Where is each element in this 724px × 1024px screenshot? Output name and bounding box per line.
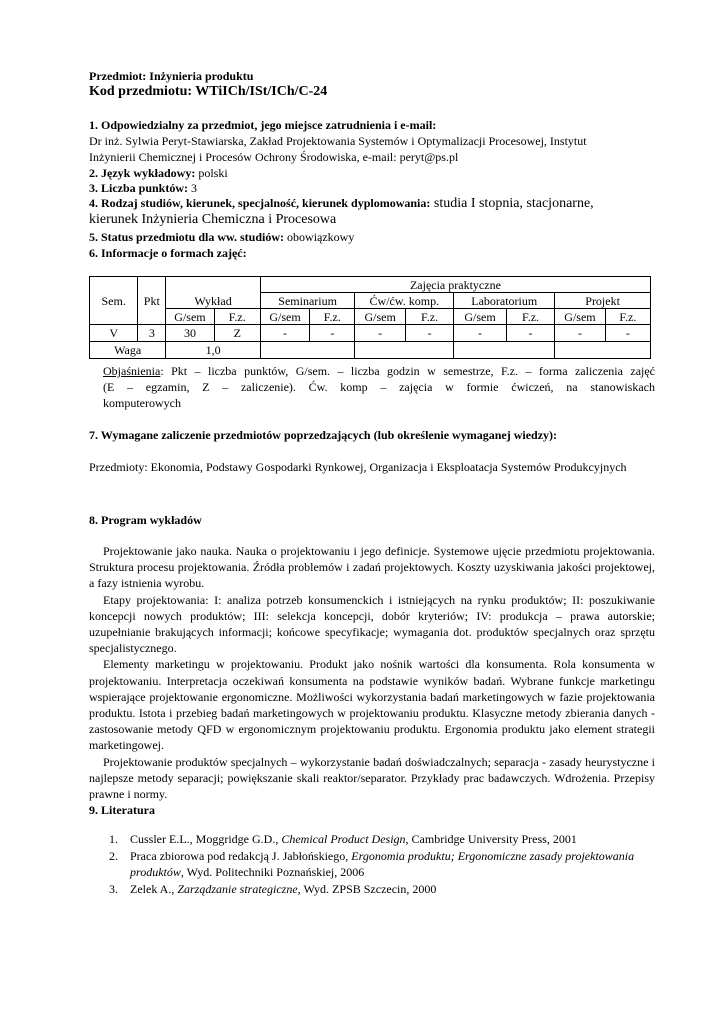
fz-header: F.z. bbox=[405, 309, 453, 325]
list-item bbox=[89, 881, 669, 898]
responsible-line-1: Dr inż. Sylwia Peryt-Stawiarska, Zakład Projektowania Systemów i Optymalizacji Procesowej, Instytut bbox=[89, 134, 587, 148]
status-line bbox=[89, 230, 354, 245]
gsem-header: G/sem bbox=[260, 309, 309, 325]
table-cell bbox=[555, 342, 651, 359]
literature-list bbox=[89, 831, 669, 897]
table-cell: - bbox=[506, 325, 554, 342]
status-label: 5. Status przedmiotu dla ww. studiów: bbox=[89, 230, 285, 244]
section-8-heading: 8. Program wykładów bbox=[89, 513, 202, 527]
list-number: 2. bbox=[109, 848, 118, 863]
table-cell: V bbox=[90, 325, 138, 342]
pkt-header: Pkt bbox=[138, 277, 166, 325]
table-cell: - bbox=[260, 325, 309, 342]
table-cell: - bbox=[310, 325, 355, 342]
table-cell bbox=[454, 342, 555, 359]
fz-header: F.z. bbox=[214, 309, 260, 325]
sem-header: Sem. bbox=[90, 277, 138, 325]
subject-title: Przedmiot: Inżynieria produktu bbox=[89, 69, 254, 83]
literature-author: Cussler E.L., Moggridge G.D., bbox=[130, 832, 282, 846]
study-type-value: studia I stopnia, stacjonarne, bbox=[430, 196, 594, 211]
fz-header: F.z. bbox=[506, 309, 554, 325]
program-paragraph: Projektowanie produktów specjalnych – wykorzystanie badań doświadczalnych; separacja - zasady heurystyczne i najlepsze metody separacji; powiększanie skali reaktor/separator. Przykłady prac badawczych. Wdrożenia. Przepisy prawne i normy. bbox=[89, 754, 655, 802]
table-cell bbox=[355, 342, 454, 359]
language-value: polski bbox=[195, 166, 228, 180]
table-cell: - bbox=[605, 325, 650, 342]
literature-publisher: , Wyd. Politechniki Poznańskiej, 2006 bbox=[180, 865, 365, 879]
list-item bbox=[89, 831, 669, 848]
prerequisites-text: Przedmioty: Ekonomia, Podstawy Gospodarki Rynkowej, Organizacja i Eksploatacja Systemów Produkcyjnych bbox=[89, 460, 627, 474]
section-7-heading: 7. Wymagane zaliczenie przedmiotów poprzedzających (lub określenie wymaganej wiedzy): bbox=[89, 428, 558, 442]
seminarium-header: Seminarium bbox=[260, 293, 355, 309]
list-item bbox=[89, 848, 669, 881]
fz-header: F.z. bbox=[605, 309, 650, 325]
subject-code: Kod przedmiotu: WTiICh/ISt/ICh/C-24 bbox=[89, 84, 328, 99]
program-paragraph: Etapy projektowania: I: analiza potrzeb konsumenckich i istniejących na rynku produktów; II: poszukiwanie koncepcji nowych produktów; III: selekcja koncepcji, dobór kryteriów; IV: produkcja – prawa autorskie; uzupełnianie brakujących informacji; końcowe specyfikacje; wymagania dot. produktów specjalnych oraz sprzętu specjalistycznego. bbox=[89, 592, 655, 656]
table-cell: - bbox=[405, 325, 453, 342]
status-value: obowiązkowy bbox=[284, 230, 355, 244]
study-type-line bbox=[89, 196, 594, 212]
study-field-line: kierunek Inżynieria Chemiczna i Procesowa bbox=[89, 212, 337, 227]
explanations-line-1: : Pkt – liczba punktów, G/sem. – liczba godzin w semestrze, F.z. – forma zaliczenia zajęć bbox=[160, 364, 655, 378]
explanations bbox=[103, 363, 655, 412]
zajecia-header: Zajęcia praktyczne bbox=[260, 277, 650, 293]
cw-header: Ćw/ćw. komp. bbox=[355, 293, 454, 309]
list-number: 3. bbox=[109, 881, 118, 896]
language-label: 2. Język wykładowy: bbox=[89, 166, 196, 180]
language-line bbox=[89, 166, 228, 181]
lecture-program bbox=[89, 543, 655, 802]
gsem-header: G/sem bbox=[166, 309, 214, 325]
fz-header: F.z. bbox=[310, 309, 355, 325]
list-number: 1. bbox=[109, 832, 118, 846]
waga-label: Waga bbox=[90, 342, 166, 359]
literature-author: Zelek A., bbox=[130, 881, 178, 896]
literature-author: Praca zbiorowa pod redakcją J. Jabłońskiego, bbox=[130, 848, 352, 863]
program-paragraph: Projektowanie jako nauka. Nauka o projektowaniu i jego definicje. Systemowe ujęcie przedmiotu projektowania. Struktura procesu projektowania. Źródła problemów i zadań projektowych. Koszty uzyskiwania jakości projektowej, a fazy istnienia wyrobu. bbox=[89, 544, 655, 591]
literature-title: Chemical Product Design bbox=[281, 832, 406, 846]
literature-publisher: , Wyd. ZPSB Szczecin, 2000 bbox=[297, 881, 437, 896]
literature-title: Ergonomia produktu; Ergonomiczne zasady projektowania produktów bbox=[130, 848, 635, 879]
points-value: 3 bbox=[188, 181, 198, 195]
points-label: 3. Liczba punktów: bbox=[89, 181, 189, 195]
projekt-header: Projekt bbox=[555, 293, 651, 309]
literature-title: Zarządzanie strategiczne bbox=[177, 881, 298, 896]
section-1-heading: 1. Odpowiedzialny za przedmiot, jego miejsce zatrudnienia i e-mail: bbox=[89, 118, 437, 132]
table-cell: 3 bbox=[138, 325, 166, 342]
table-cell: 30 bbox=[166, 325, 214, 342]
table-cell: - bbox=[454, 325, 507, 342]
table-cell bbox=[260, 342, 355, 359]
section-9-heading: 9. Literatura bbox=[89, 803, 155, 817]
waga-value: 1,0 bbox=[166, 342, 261, 359]
gsem-header: G/sem bbox=[555, 309, 606, 325]
wyklad-header: Wykład bbox=[166, 277, 261, 309]
explanations-label: Objaśnienia bbox=[103, 364, 161, 378]
program-paragraph: Elementy marketingu w projektowaniu. Produkt jako nośnik wartości dla konsumenta. Rola konsumenta w projektowaniu. Interpretacja oczekiwań konsumenta na podstawie wyników badań. Wybrane funkcje marketingu wspierające projektowanie ergonomiczne. Możliwości wykorzystania badań marketingowych w fazie projektowania produktu. Istota i przebieg badań marketingowych w projektowaniu produktu. Klasyczne metody zbierania danych - zastosowanie metody QFD w ergonomicznym projektowaniu produktu. Ergonomia produktu jako element strategii marketingowej. bbox=[89, 657, 655, 753]
table-cell: Z bbox=[214, 325, 260, 342]
gsem-header: G/sem bbox=[355, 309, 406, 325]
study-type-label: 4. Rodzaj studiów, kierunek, specjalność, kierunek dyplomowania: bbox=[89, 196, 431, 210]
points-line bbox=[89, 181, 197, 196]
explanations-line-3: komputerowych bbox=[103, 396, 181, 411]
gsem-header: G/sem bbox=[454, 309, 507, 325]
section-6-heading: 6. Informacje o formach zajęć: bbox=[89, 246, 247, 260]
lab-header: Laboratorium bbox=[454, 293, 555, 309]
table-cell: - bbox=[355, 325, 406, 342]
responsible-line-2: Inżynierii Chemicznej i Procesów Ochrony Środowiska, e-mail: peryt@ps.pl bbox=[89, 150, 459, 164]
explanations-line-2: (E – egzamin, Z – zaliczenie). Ćw. komp – zajęcia w formie ćwiczeń, na stanowiskach bbox=[103, 380, 655, 395]
table-cell: - bbox=[555, 325, 606, 342]
classes-table bbox=[89, 276, 651, 359]
literature-publisher: , Cambridge University Press, 2001 bbox=[405, 832, 577, 846]
